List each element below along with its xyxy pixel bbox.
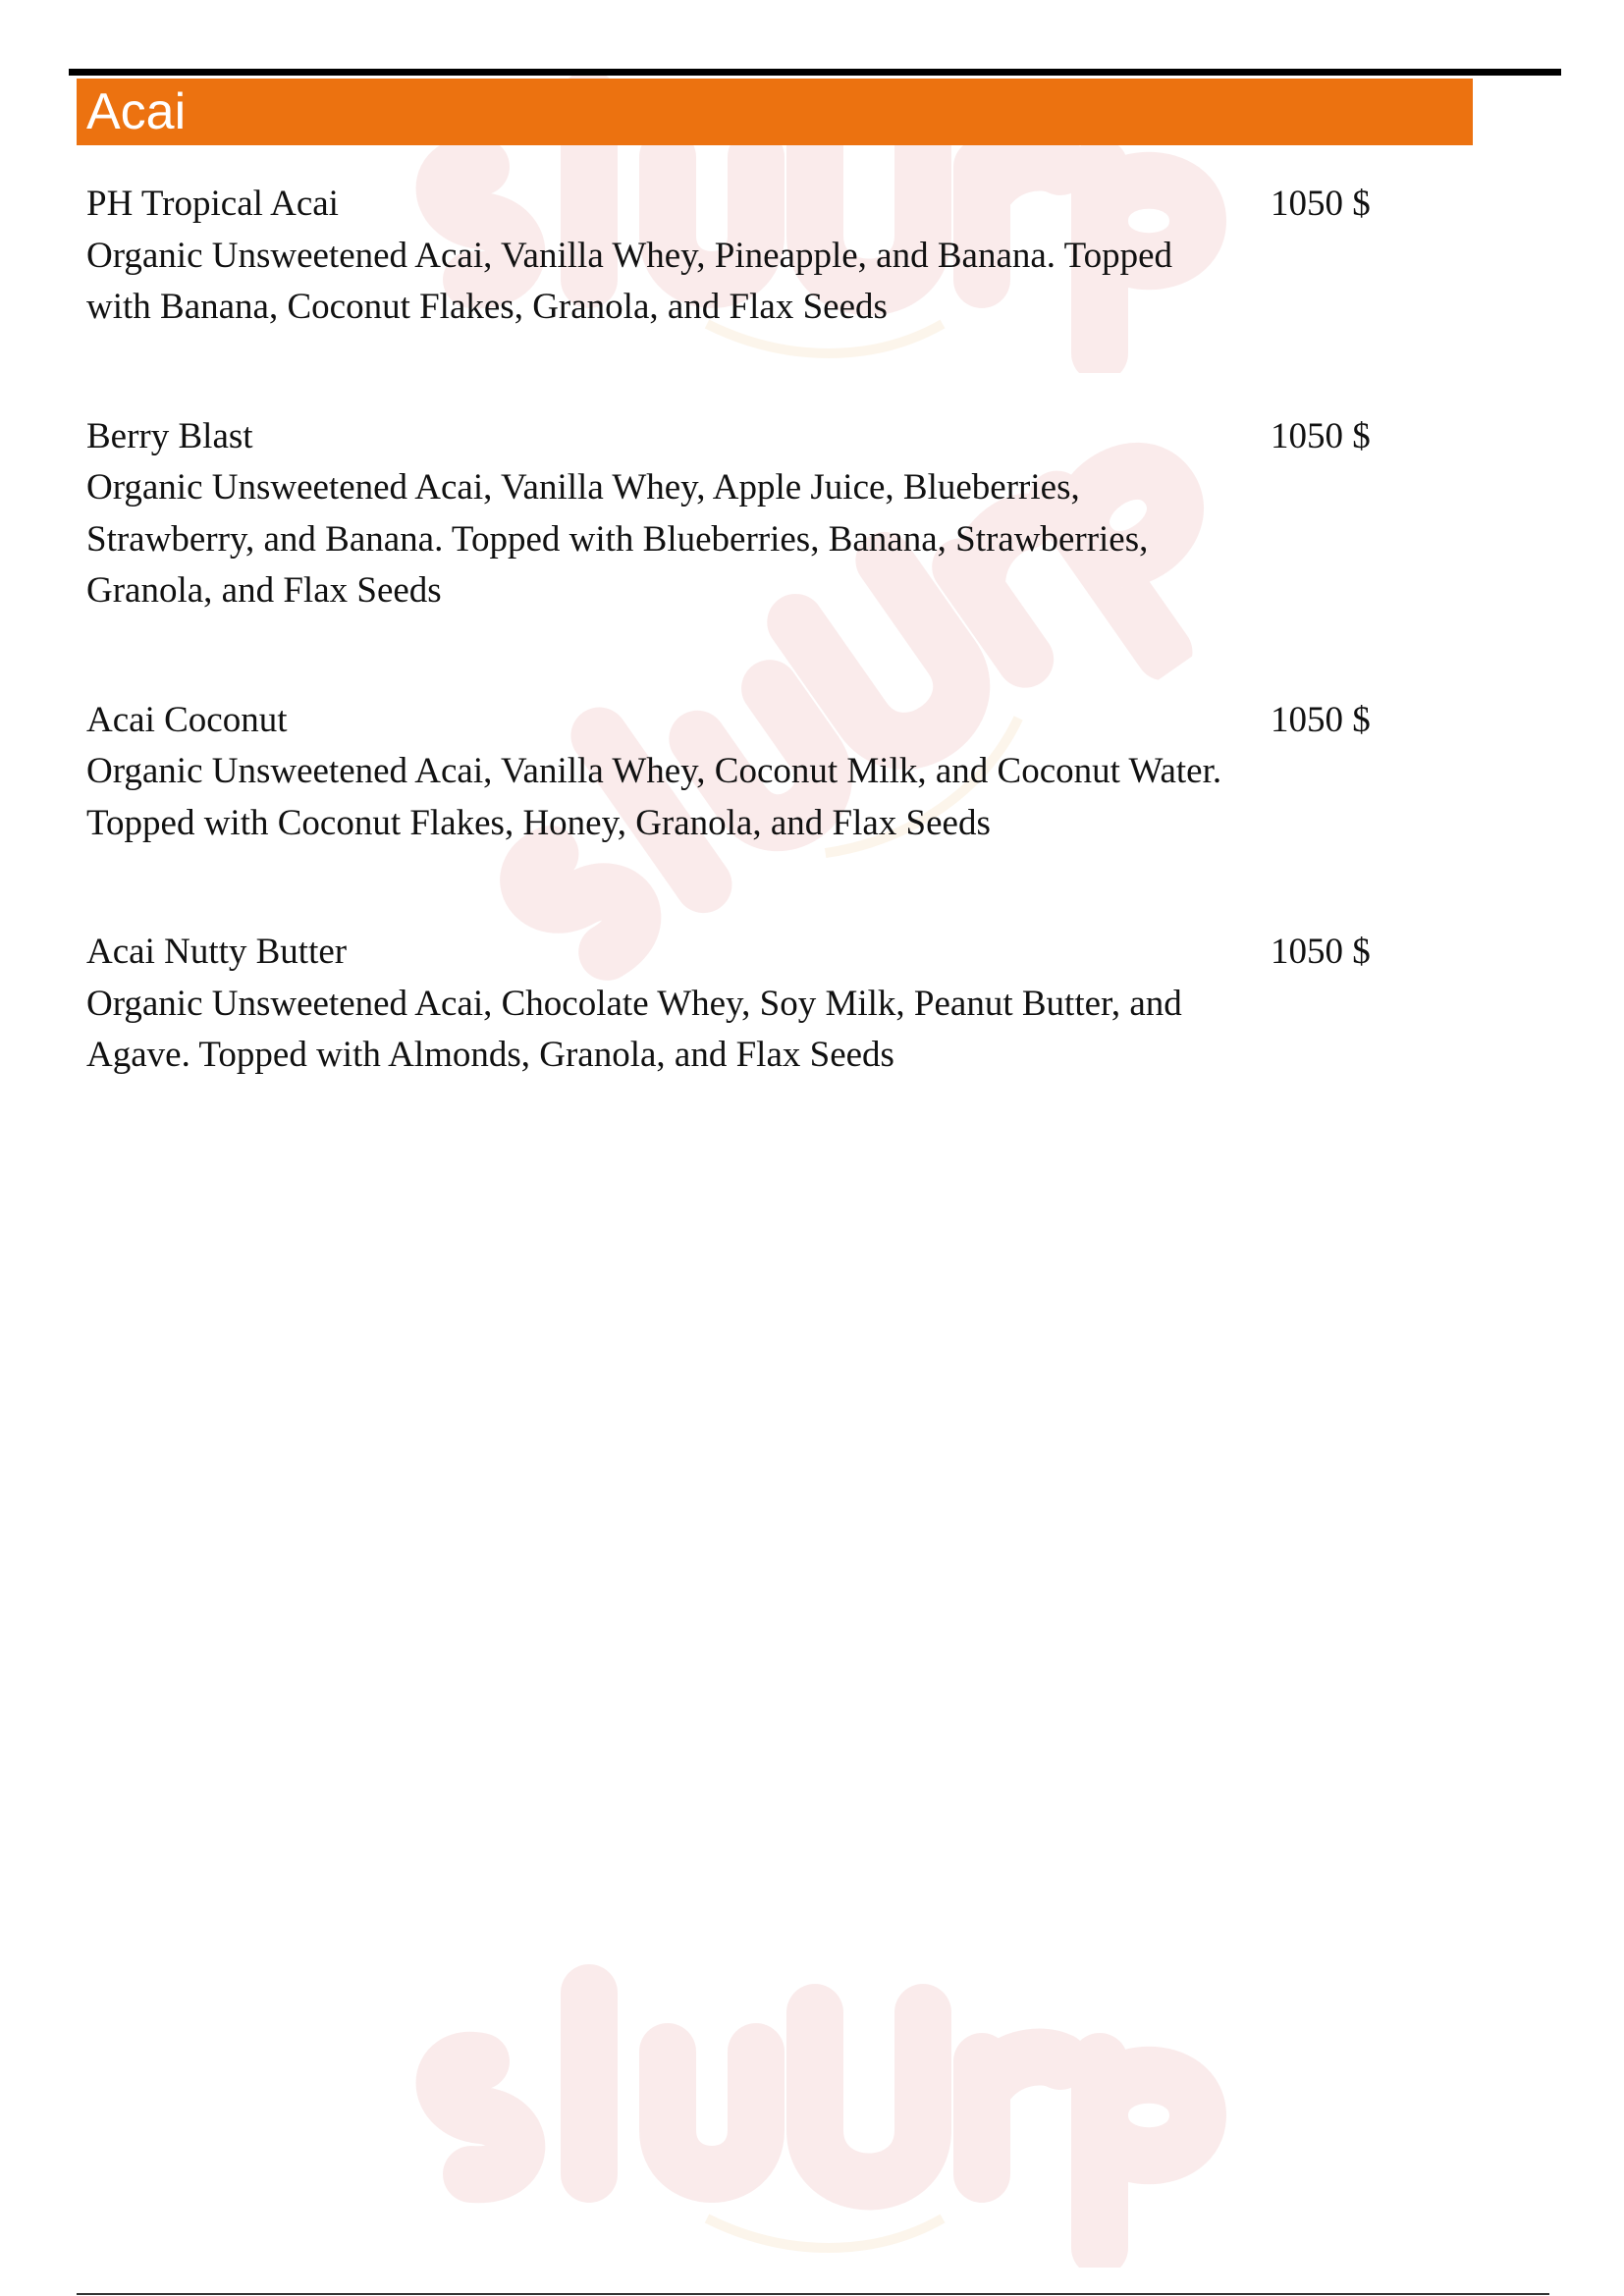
menu-list [86,179,1402,1082]
item-price: 1050 $ [1271,932,1371,972]
menu-item [86,179,1402,334]
bottom-rule [77,2293,1549,2295]
item-description: Organic Unsweetened Acai, Chocolate Whey, Soy Milk, Peanut Butter, and Agave. Topped with Almonds, Granola, and Flax Seeds [86,983,1182,1075]
item-price: 1050 $ [1271,184,1371,224]
item-name: PH Tropical Acai [86,184,339,224]
menu-item [86,411,1402,617]
menu-item [86,927,1402,1082]
section-title: Acai [86,83,187,140]
section-header [77,79,1473,145]
item-description: Organic Unsweetened Acai, Vanilla Whey, Apple Juice, Blueberries, Strawberry, and Banana. Topped with Blueberries, Banana, Strawberries, Granola, and Flax Seeds [86,467,1149,611]
sluurpy-logo-watermark [412,1953,1237,2268]
item-description: Organic Unsweetened Acai, Vanilla Whey, Coconut Milk, and Coconut Water. Topped with Coconut Flakes, Honey, Granola, and Flax Seeds [86,751,1222,843]
item-name: Acai Coconut [86,699,288,740]
top-rule [69,69,1561,76]
item-name: Acai Nutty Butter [86,932,348,972]
item-price: 1050 $ [1271,699,1371,740]
item-description: Organic Unsweetened Acai, Vanilla Whey, Pineapple, and Banana. Topped with Banana, Coconut Flakes, Granola, and Flax Seeds [86,235,1173,327]
item-price: 1050 $ [1271,415,1371,456]
item-name: Berry Blast [86,415,253,456]
menu-item [86,695,1402,850]
